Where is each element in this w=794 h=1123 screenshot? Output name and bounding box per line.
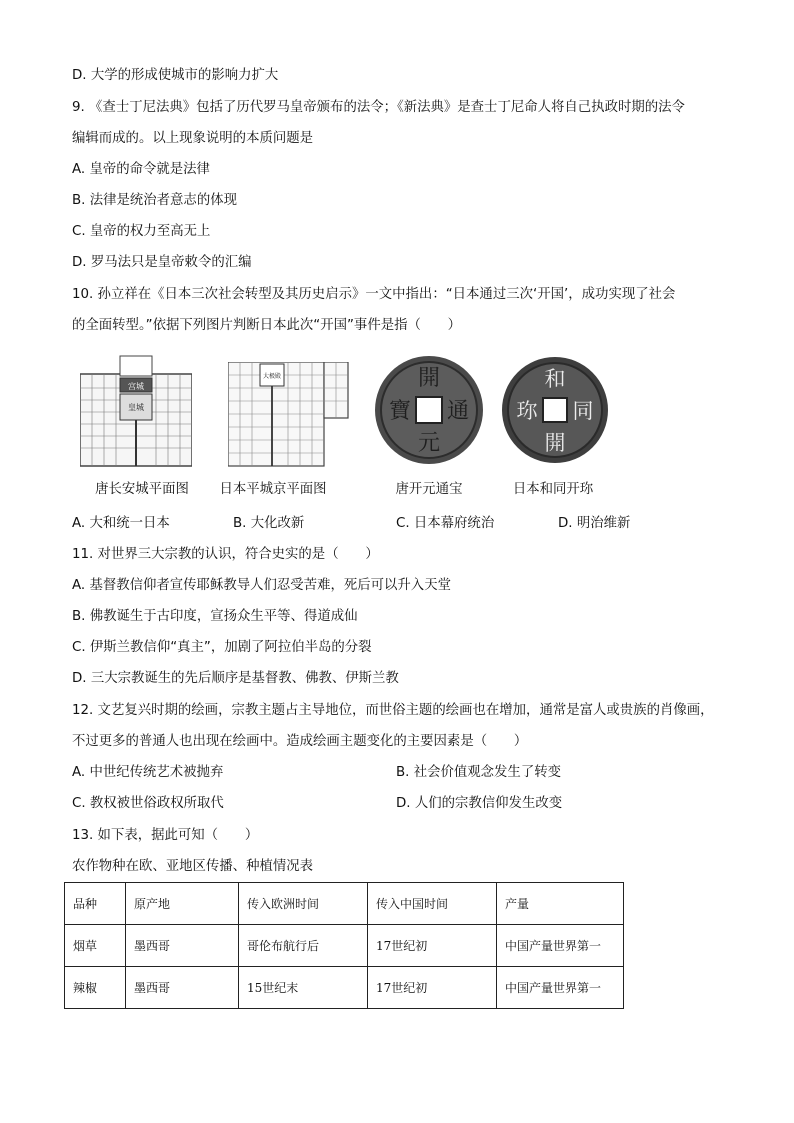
table-cell: 辣椒 — [65, 967, 126, 1009]
kaiyuan-tongbao-coin-figure — [372, 352, 486, 468]
q9-stem-line1: 9. 《查士丁尼法典》包括了历代罗马皇帝颁布的法令；《新法典》是查士丁尼命人将自己执政时期的法令 — [72, 100, 685, 115]
q10-stem-line1: 10. 孙立祥在《日本三次社会转型及其历史启示》一文中指出：“日本通过三次‘开国’，成功实现了社会 — [72, 287, 676, 302]
q12-option-b: B. 社会价值观念发生了转变 — [396, 765, 561, 780]
q11-option-d: D. 三大宗教诞生的先后顺序是基督教、佛教、伊斯兰教 — [72, 671, 399, 686]
caption-heijokyo-plan: 日本平城京平面图 — [219, 482, 327, 497]
table-header-cell: 传入欧洲时间 — [239, 883, 368, 925]
table-cell: 中国产量世界第一 — [497, 925, 624, 967]
table-cell: 哥伦布航行后 — [239, 925, 368, 967]
changan-imperial-city-label: 皇城 — [128, 403, 144, 412]
q12-option-c: C. 教权被世俗政权所取代 — [72, 796, 224, 811]
q12-option-a: A. 中世纪传统艺术被抛弃 — [72, 765, 224, 780]
coin2-char-top: 和 — [544, 367, 566, 391]
q11-option-a: A. 基督教信仰者宣传耶稣教导人们忍受苦难，死后可以升入天堂 — [72, 578, 451, 593]
q9-option-d: D. 罗马法只是皇帝敕令的汇编 — [72, 255, 252, 270]
table-row — [65, 925, 624, 967]
q12-stem-line1: 12. 文艺复兴时期的绘画，宗教主题占主导地位，而世俗主题的绘画也在增加，通常是富人或贵族的肖像画， — [72, 703, 714, 718]
table-cell: 17世纪初 — [368, 967, 497, 1009]
coin2-char-bottom: 開 — [544, 431, 566, 455]
coin1-char-top: 開 — [417, 366, 441, 391]
table-header-cell: 传入中国时间 — [368, 883, 497, 925]
caption-kaiyuan-coin: 唐开元通宝 — [395, 482, 463, 497]
q12-stem-line2: 不过更多的普通人也出现在绘画中。造成绘画主题变化的主要因素是（ ） — [72, 734, 528, 749]
crop-spread-table — [64, 882, 624, 1009]
table-cell: 中国产量世界第一 — [497, 967, 624, 1009]
q9-option-c: C. 皇帝的权力至高无上 — [72, 224, 211, 239]
table-header-cell: 品种 — [65, 883, 126, 925]
q10-option-b: B. 大化改新 — [233, 516, 305, 531]
coin1-char-right: 通 — [446, 399, 470, 424]
q13-table-title: 农作物种在欧、亚地区传播、种植情况表 — [72, 859, 314, 874]
q11-stem: 11. 对世界三大宗教的认识，符合史实的是（ ） — [72, 547, 379, 562]
q8-option-d: D. 大学的形成使城市的影响力扩大 — [72, 68, 279, 83]
table-cell: 墨西哥 — [126, 925, 239, 967]
coin1-char-left: 寶 — [388, 399, 412, 424]
q10-stem-line2: 的全面转型。”依据下列图片判断日本此次“开国”事件是指（ ） — [72, 318, 462, 333]
heijokyo-city-plan-figure — [228, 362, 353, 468]
q10-option-c: C. 日本幕府统治 — [396, 516, 495, 531]
changan-palace-label: 宫城 — [128, 382, 144, 391]
coin2-char-left: 珎 — [516, 399, 538, 423]
heijokyo-daigokuden-label: 大极殿 — [262, 373, 282, 380]
table-cell: 墨西哥 — [126, 967, 239, 1009]
table-header-row — [65, 883, 624, 925]
table-row — [65, 967, 624, 1009]
coin1-char-bottom: 元 — [417, 431, 441, 456]
q10-option-a: A. 大和统一日本 — [72, 516, 170, 531]
q13-stem: 13. 如下表，据此可知（ ） — [72, 828, 259, 843]
caption-wado-coin: 日本和同开珎 — [512, 482, 594, 497]
table-cell: 17世纪初 — [368, 925, 497, 967]
q12-option-d: D. 人们的宗教信仰发生改变 — [396, 796, 563, 811]
caption-changan-plan: 唐长安城平面图 — [95, 482, 189, 497]
changan-city-plan-figure — [80, 348, 192, 470]
q11-option-c: C. 伊斯兰教信仰“真主”，加剧了阿拉伯半岛的分裂 — [72, 640, 372, 655]
q11-option-b: B. 佛教诞生于古印度，宣扬众生平等、得道成仙 — [72, 609, 358, 624]
table-header-cell: 产量 — [497, 883, 624, 925]
q10-option-d: D. 明治维新 — [558, 516, 631, 531]
q9-stem-line2: 编辑而成的。以上现象说明的本质问题是 — [72, 131, 314, 146]
q9-option-a: A. 皇帝的命令就是法律 — [72, 162, 210, 177]
table-cell: 15世纪末 — [239, 967, 368, 1009]
q9-option-b: B. 法律是统治者意志的体现 — [72, 193, 237, 208]
table-header-cell: 原产地 — [126, 883, 239, 925]
coin2-char-right: 同 — [572, 399, 594, 423]
table-cell: 烟草 — [65, 925, 126, 967]
wado-kaichin-coin-figure — [500, 352, 610, 468]
